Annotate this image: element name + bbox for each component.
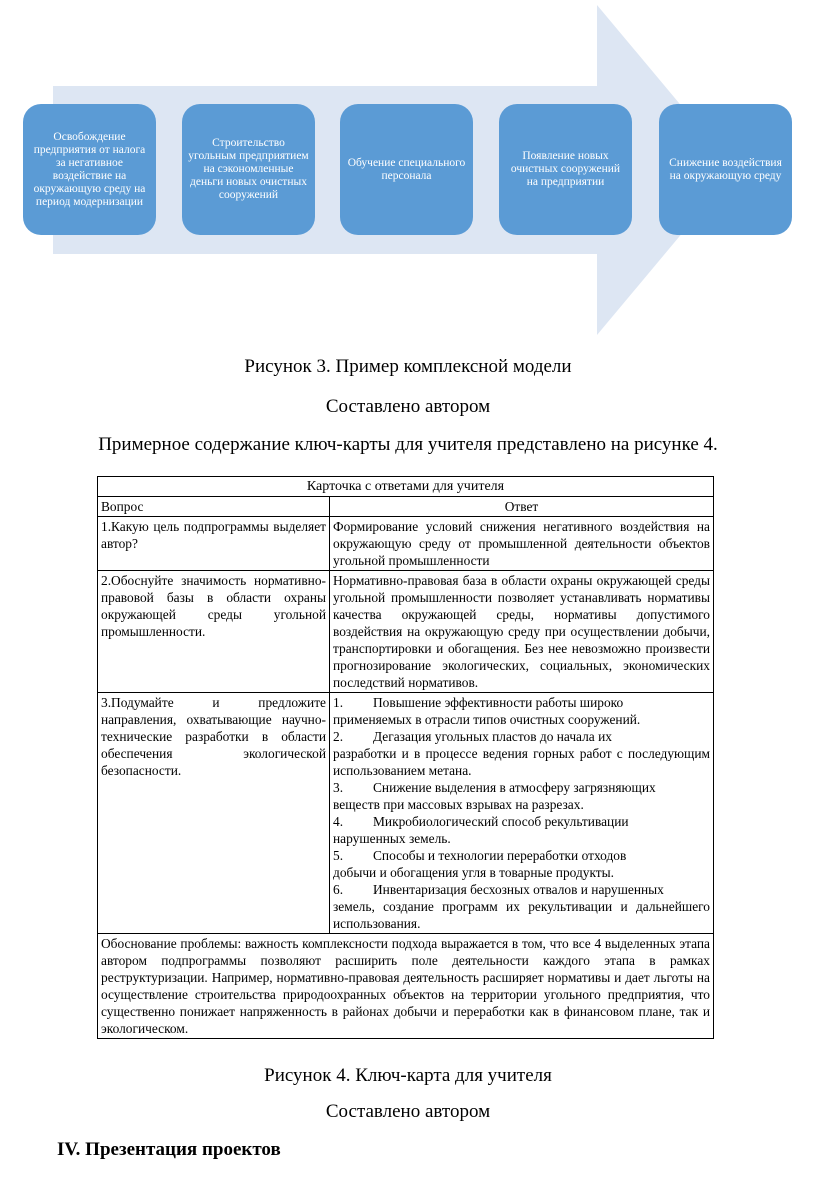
card-title: Карточка с ответами для учителя [98, 477, 714, 497]
question-cell: 3.Подумайте и предложите направления, охватывающие научно-технические разработки в области обеспечения экологической безопасности. [98, 693, 330, 934]
process-step-4: Появление новых очистных сооружений на предприятии [499, 104, 632, 235]
list-text: Инвентаризация бесхозных отвалов и нарушенных [373, 882, 664, 897]
list-item [333, 813, 710, 847]
header-answer: Ответ [330, 497, 714, 517]
process-step-5: Снижение воздействия на окружающую среду [659, 104, 792, 235]
list-item [333, 881, 710, 932]
table-row [98, 517, 714, 571]
list-number: 4. [333, 814, 344, 829]
list-text-cont: разработки и в процессе ведения горных работ с последующим использованием метана. [333, 746, 710, 778]
justification-cell: Обоснование проблемы: важность комплексности подхода выражается в том, что все 4 выделенных этапа автором подпрограммы позволяют расширить поле деятельности каждого этапа в рамках реструктуризации. Например, нормативно-правовая деятельность расширяет нормативы и дает льготы на осуществление строительства природоохранных объектов на территории угольного предприятия, что существенно понижает напряженность в районах добычи и переработки как в финансовом плане, так и экологическом. [98, 934, 714, 1039]
header-question: Вопрос [98, 497, 330, 517]
process-step-3: Обучение специального персонала [340, 104, 473, 235]
answer-cell: Нормативно-правовая база в области охраны окружающей среды угольной промышленности позволяет устанавливать нормативы качества окружающей среды, нормативы допустимого воздействия на окружающую среду при осуществлении добычи, транспортировки и обогащения. Без нее невозможно произвести прогнозирование экологических, социальных, экономических последствий нормативов. [330, 571, 714, 693]
table-row [98, 693, 714, 934]
list-text-cont: добычи и обогащения угля в товарные продукты. [333, 865, 614, 880]
question-cell: 1.Какую цель подпрограммы выделяет автор? [98, 517, 330, 571]
list-text-cont: веществ при массовых взрывах на разрезах. [333, 797, 584, 812]
process-diagram [0, 0, 816, 340]
figure-3-source: Составлено автором [325, 396, 491, 417]
list-item [333, 694, 710, 728]
process-step-1: Освобождение предприятия от налога за негативное воздействие на окружающую среду на период модернизации [23, 104, 156, 235]
answer-table [97, 476, 714, 1039]
list-item [333, 728, 710, 779]
list-text: Снижение выделения в атмосферу загрязняющих [373, 780, 656, 795]
process-step-2: Строительство угольным предприятием на сэкономленные деньги новых очистных сооружений [182, 104, 315, 235]
teacher-answer-card [97, 476, 713, 1039]
list-text-cont: нарушенных земель. [333, 831, 451, 846]
list-number: 2. [333, 729, 344, 744]
list-text: Дегазация угольных пластов до начала их [373, 729, 612, 744]
figure-4-caption: Рисунок 4. Ключ-карта для учителя [264, 1065, 552, 1086]
list-text: Повышение эффективности работы широко [373, 695, 624, 710]
list-number: 3. [333, 780, 344, 795]
figure-4-source: Составлено автором [325, 1101, 491, 1122]
table-row [98, 571, 714, 693]
list-text-cont: земель, создание программ их рекультивации и дальнейшего использования. [333, 899, 710, 931]
list-text-cont: применяемых в отрасли типов очистных сооружений. [333, 712, 641, 727]
answer-cell: Формирование условий снижения негативного воздействия на окружающую среду от промышленной деятельности объектов угольной промышленности [330, 517, 714, 571]
figure-3-caption: Рисунок 3. Пример комплексной модели [244, 356, 572, 377]
list-number: 1. [333, 695, 344, 710]
intro-paragraph: Примерное содержание ключ-карты для учителя представлено на рисунке 4. [98, 434, 718, 455]
answer-list-cell [330, 693, 714, 934]
question-cell: 2.Обоснуйте значимость нормативно-правовой базы в области охраны окружающей среды угольной промышленности. [98, 571, 330, 693]
list-number: 5. [333, 848, 344, 863]
list-text: Способы и технологии переработки отходов [373, 848, 627, 863]
section-heading: IV. Презентация проектов [57, 1139, 281, 1160]
list-text: Микробиологический способ рекультивации [373, 814, 629, 829]
list-number: 6. [333, 882, 344, 897]
list-item [333, 847, 710, 881]
list-item [333, 779, 710, 813]
